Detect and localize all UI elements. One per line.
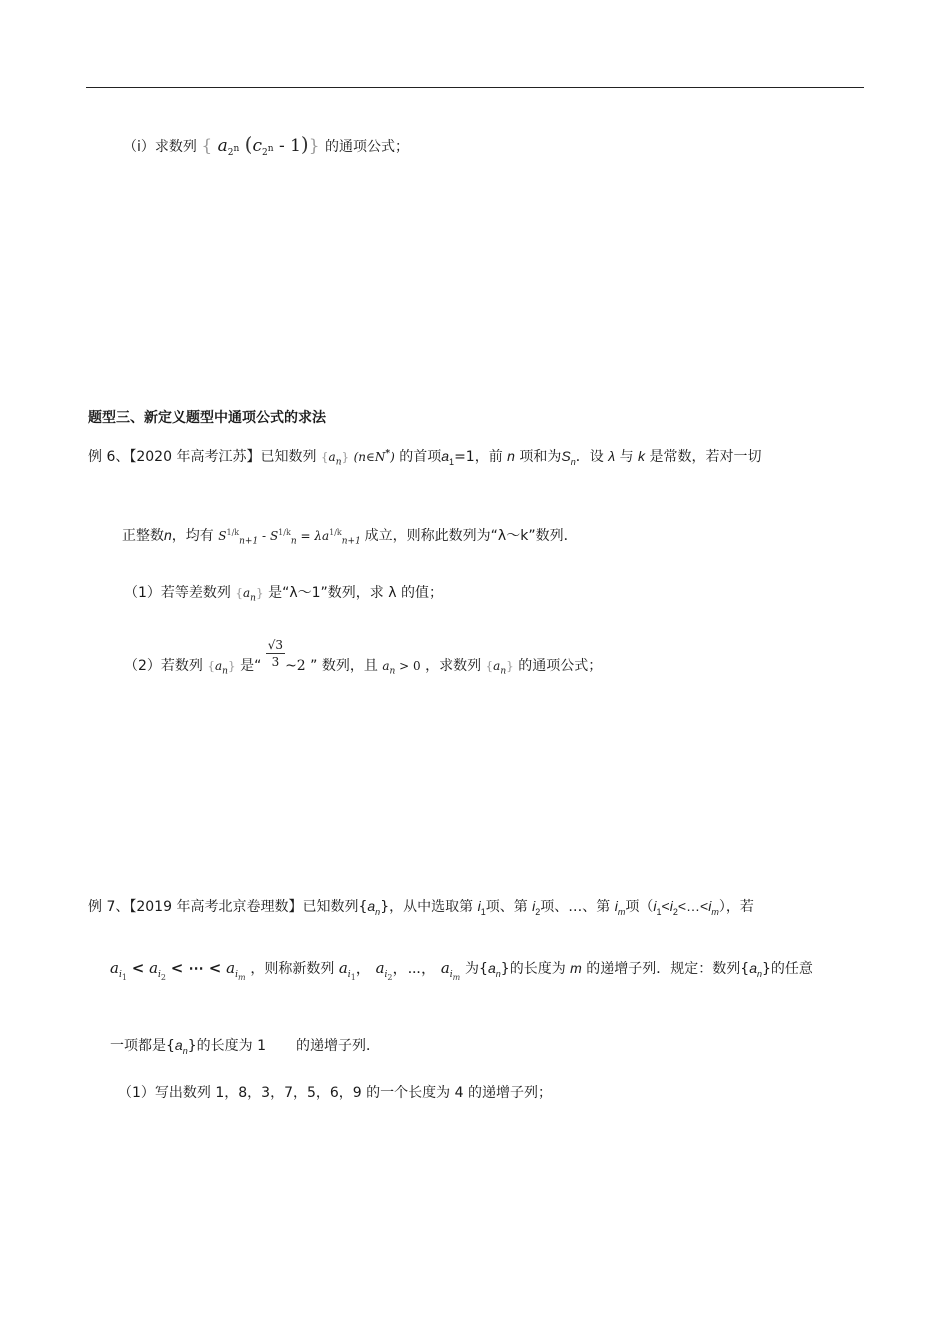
example6-seq: $\{a_n\}$ xyxy=(320,450,350,468)
example7-line3: 一项都是$\{a_n\}$的长度为 1 的递增子列． xyxy=(110,1037,380,1056)
part-i-prefix: （i）求数列 xyxy=(123,139,197,155)
example6-question1: （1）若等差数列 $\{a_n\}$ 是“λ～1”数列，求 λ 的值； xyxy=(124,585,443,604)
example7-label: 例 7、 xyxy=(88,899,130,915)
example7-subseq: $a_{i_1}$， $a_{i_2}$，⋯， $a_{i_m}$ xyxy=(338,959,461,982)
example6-cond: (n∈N*) xyxy=(353,449,395,464)
example6-line1: 例 6、【2020 年高考江苏】已知数列 $\{a_n\}$ (n∈N*) 的首项$a_1=1$，前 n 项和为$S_n$．设 λ 与 k 是常数，若对一切 xyxy=(88,448,762,468)
example6-q2-fraction: $\frac{√3}{3}$ xyxy=(267,637,284,669)
section-title: 题型三、新定义题型中通项公式的求法 xyxy=(88,410,326,426)
example6-q2-ineq: $a_n > 0$ xyxy=(382,659,421,677)
example6-q2-seq: $\{a_n\}$ xyxy=(207,659,236,677)
part-i-line xyxy=(123,134,409,163)
example7-source: 【2019 年高考北京卷理数】 xyxy=(129,899,303,915)
example7-chain: $a_{i_1} < a_{i_2}$ < ⋯ < $a_{i_m}$ xyxy=(110,959,246,982)
example6-label: 例 6、 xyxy=(88,449,130,465)
part-i-suffix: 的通项公式； xyxy=(324,139,409,155)
example6-q2-seq2: $\{a_n\}$ xyxy=(485,659,514,677)
example6-formula: $S^{1/k}_{n+1} - S^{1/k}_n = \lambda a^{1/k}_{n+1}$ xyxy=(218,528,361,547)
example6-question2: （2）若数列 $\{a_n\}$ 是“ $\frac{√3}{3}$ ~2 ” 数列，且 $a_n > 0$ ，求数列 $\{a_n\}$ 的通项公式； xyxy=(124,637,603,677)
part-i-expression: { $a_{2^n}$ $(c_{2^n} - 1)$} xyxy=(201,132,320,159)
example6-q1-seq: $\{a_n\}$ xyxy=(235,586,264,604)
example7-line1: 例 7、【2019 年高考北京卷理数】已知数列$\{a_n\}$，从中选取第 $i_1$项、第 $i_2$项、…、第 $i_m$项$(i_1<i_2<\dots<i_m)$，若 xyxy=(88,898,754,917)
example7-line2: $a_{i_1} < a_{i_2}$ < ⋯ < $a_{i_m}$ ，则称新数列 $a_{i_1}$， $a_{i_2}$，⋯， $a_{i_m}$ 为$\{a_n\}$的长度为 m 的递增子列．规定：数列$\{a_n\}$的任意 xyxy=(110,959,813,982)
example7-question1: （1）写出数列 1，8，3，7，5，6，9 的一个长度为 4 的递增子列； xyxy=(118,1085,552,1101)
example6-line2: 正整数n，均有 $S^{1/k}_{n+1} - S^{1/k}_n = \lambda a^{1/k}_{n+1}$ 成立，则称此数列为“λ～k”数列． xyxy=(122,527,578,547)
example6-source: 【2020 年高考江苏】 xyxy=(129,449,261,465)
header-rule xyxy=(86,87,864,88)
